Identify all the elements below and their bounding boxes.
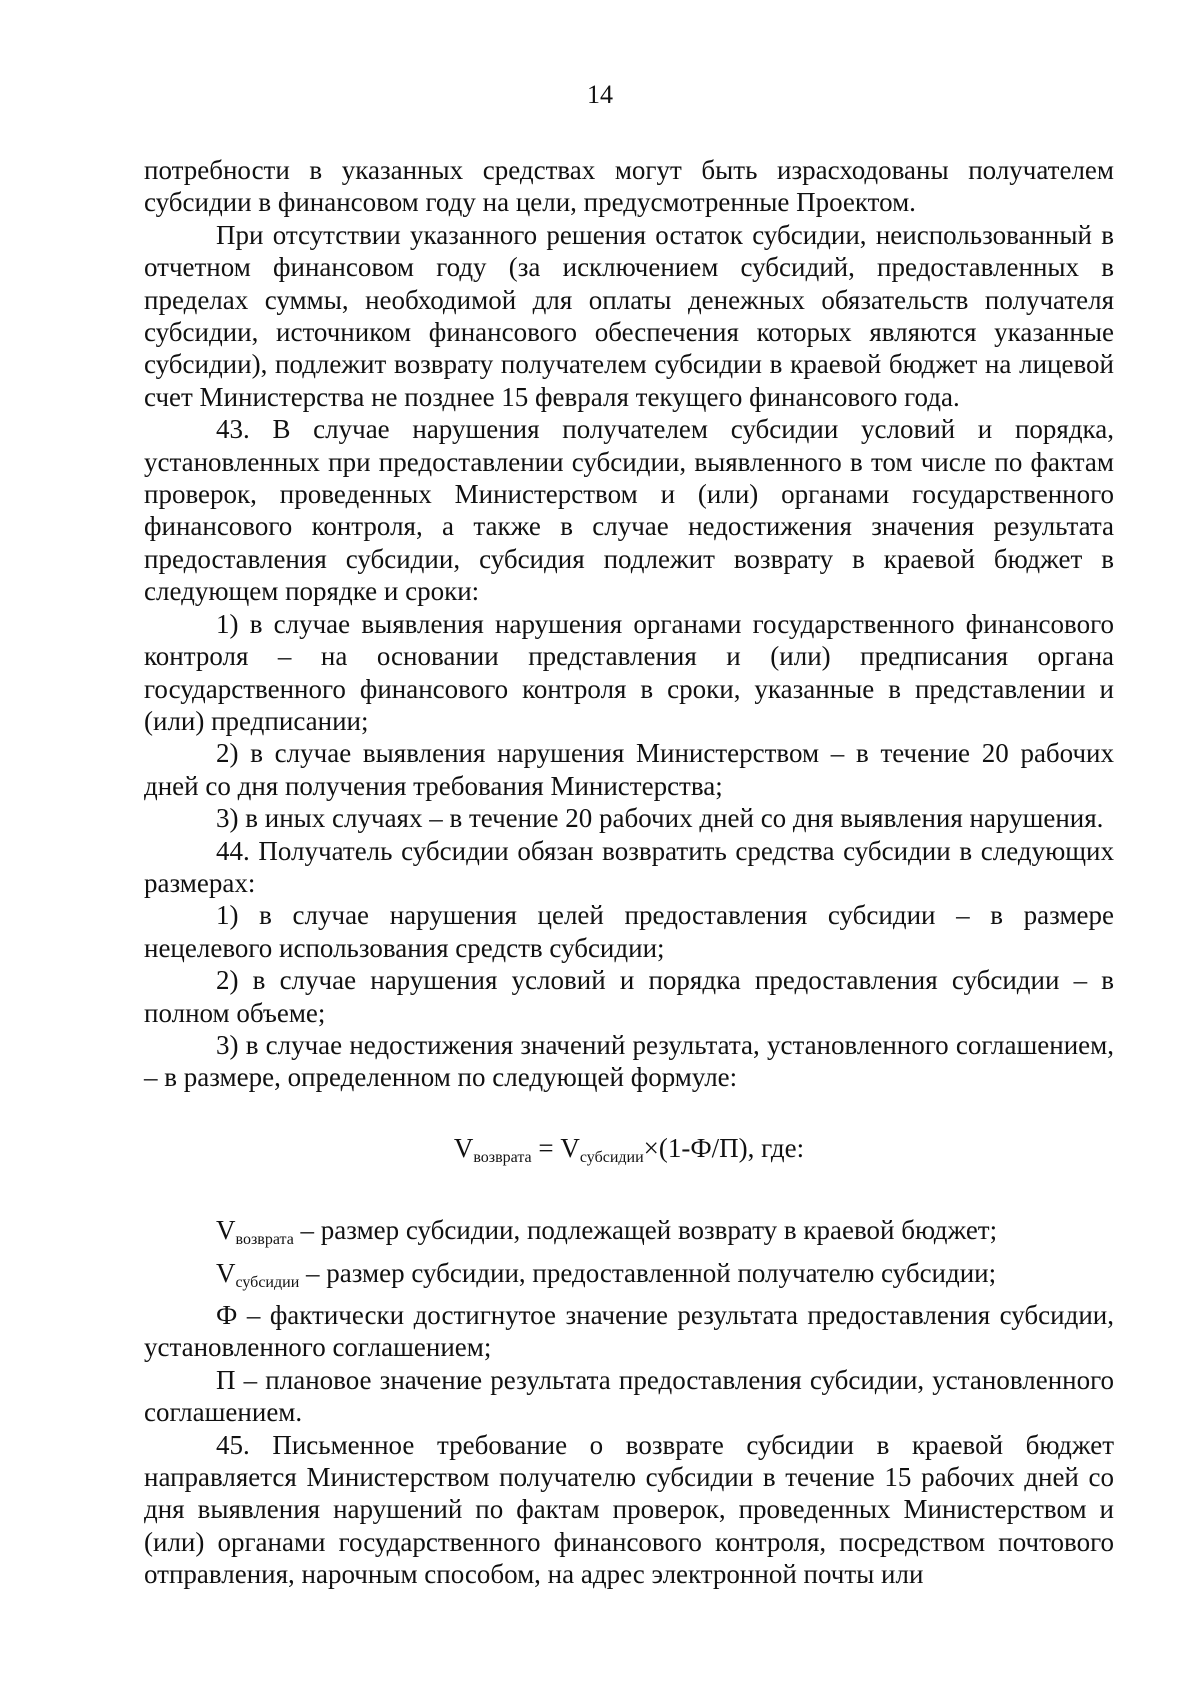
definition-symbol: V [216,1215,236,1246]
definition-text: – размер субсидии, подлежащей возврату в краевой бюджет; [293,1215,998,1246]
definition-v-return [144,1214,1114,1256]
paragraph-44-item-3: 3) в случае недостижения значений результата, установленного соглашением, – в размере, определенном по следующей формуле: [144,1029,1114,1093]
paragraph-43: 43. В случае нарушения получателем субсидии условий и порядка, установленных при предоставлении субсидии, выявленного в том числе по фактам проверок, проведенных Министерством и (или) органами государственного финансового контроля, а также в случае недостижения значения результата предоставления субсидии, субсидия подлежит возврату в краевой бюджет в следующем порядке и сроки: [144,414,1114,607]
paragraph: При отсутствии указанного решения остаток субсидии, неиспользованный в отчетном финансовом году (за исключением субсидий, предоставленных в пределах суммы, необходимой для оплаты денежных обязательств получателя субсидии, источником финансового обеспечения которых являются указанные субсидии), подлежит возврату получателем субсидии в краевой бюджет на лицевой счет Министерства не позднее 15 февраля текущего финансового года. [144,219,1114,412]
paragraph-43-item-2: 2) в случае выявления нарушения Министерством – в течение 20 рабочих дней со дня получения требования Министерства; [144,738,1114,801]
definition-v-subsidy [144,1257,1114,1299]
document-body [144,154,1114,1591]
definition-symbol: П [216,1364,236,1395]
formula-sub-return: возврата [473,1148,532,1166]
definition-symbol: V [216,1257,236,1288]
formula-v-subsidy: V [560,1132,580,1163]
definition-subscript: возврата [235,1231,294,1249]
return-formula [144,1132,1114,1174]
definition-f [144,1299,1114,1364]
formula-equals: = [531,1132,561,1163]
paragraph-43-item-3: 3) в иных случаях – в течение 20 рабочих дней со дня выявления нарушения. [216,803,1104,834]
definition-text: – размер субсидии, предоставленной получателю субсидии; [299,1257,997,1288]
formula-v-return: V [453,1132,474,1163]
paragraph: потребности в указанных средствах могут быть израсходованы получателем субсидии в финансовом году на цели, предусмотренные Проектом. [144,155,1114,218]
paragraph-44: 44. Получатель субсидии обязан возвратить средства субсидии в следующих размерах: [144,835,1114,898]
paragraph-44-item-1: 1) в случае нарушения целей предоставления субсидии – в размере нецелевого использования средств субсидии; [144,900,1114,963]
definition-text: – фактически достигнутое значение результата предоставления субсидии, установленного соглашением; [144,1300,1114,1363]
paragraph-43-item-1: 1) в случае выявления нарушения органами государственного финансового контроля – на основании представления и (или) предписания органа государственного финансового контроля в сроки, указанные в представлении и (или) предписании; [144,608,1114,736]
paragraph-45: 45. Письменное требование о возврате субсидии в краевой бюджет направляется Министерством получателю субсидии в течение 15 рабочих дней со дня выявления нарушений по фактам проверок, проведенных Министерством и (или) органами государственного финансового контроля, посредством почтового отправления, нарочным способом, на адрес электронной почты или [144,1429,1114,1590]
formula-rest: ×(1-Ф/П), где: [643,1132,805,1163]
definition-symbol: Ф [216,1300,238,1330]
definition-subscript: субсидии [235,1273,300,1291]
definition-text: – плановое значение результата предоставления субсидии, установленного соглашением. [144,1364,1114,1428]
definition-p [144,1364,1114,1429]
paragraph-44-item-2: 2) в случае нарушения условий и порядка предоставления субсидии – в полном объеме; [144,965,1114,1028]
formula-sub-subsidy: субсидии [579,1148,644,1166]
page-number: 14 [587,80,613,109]
